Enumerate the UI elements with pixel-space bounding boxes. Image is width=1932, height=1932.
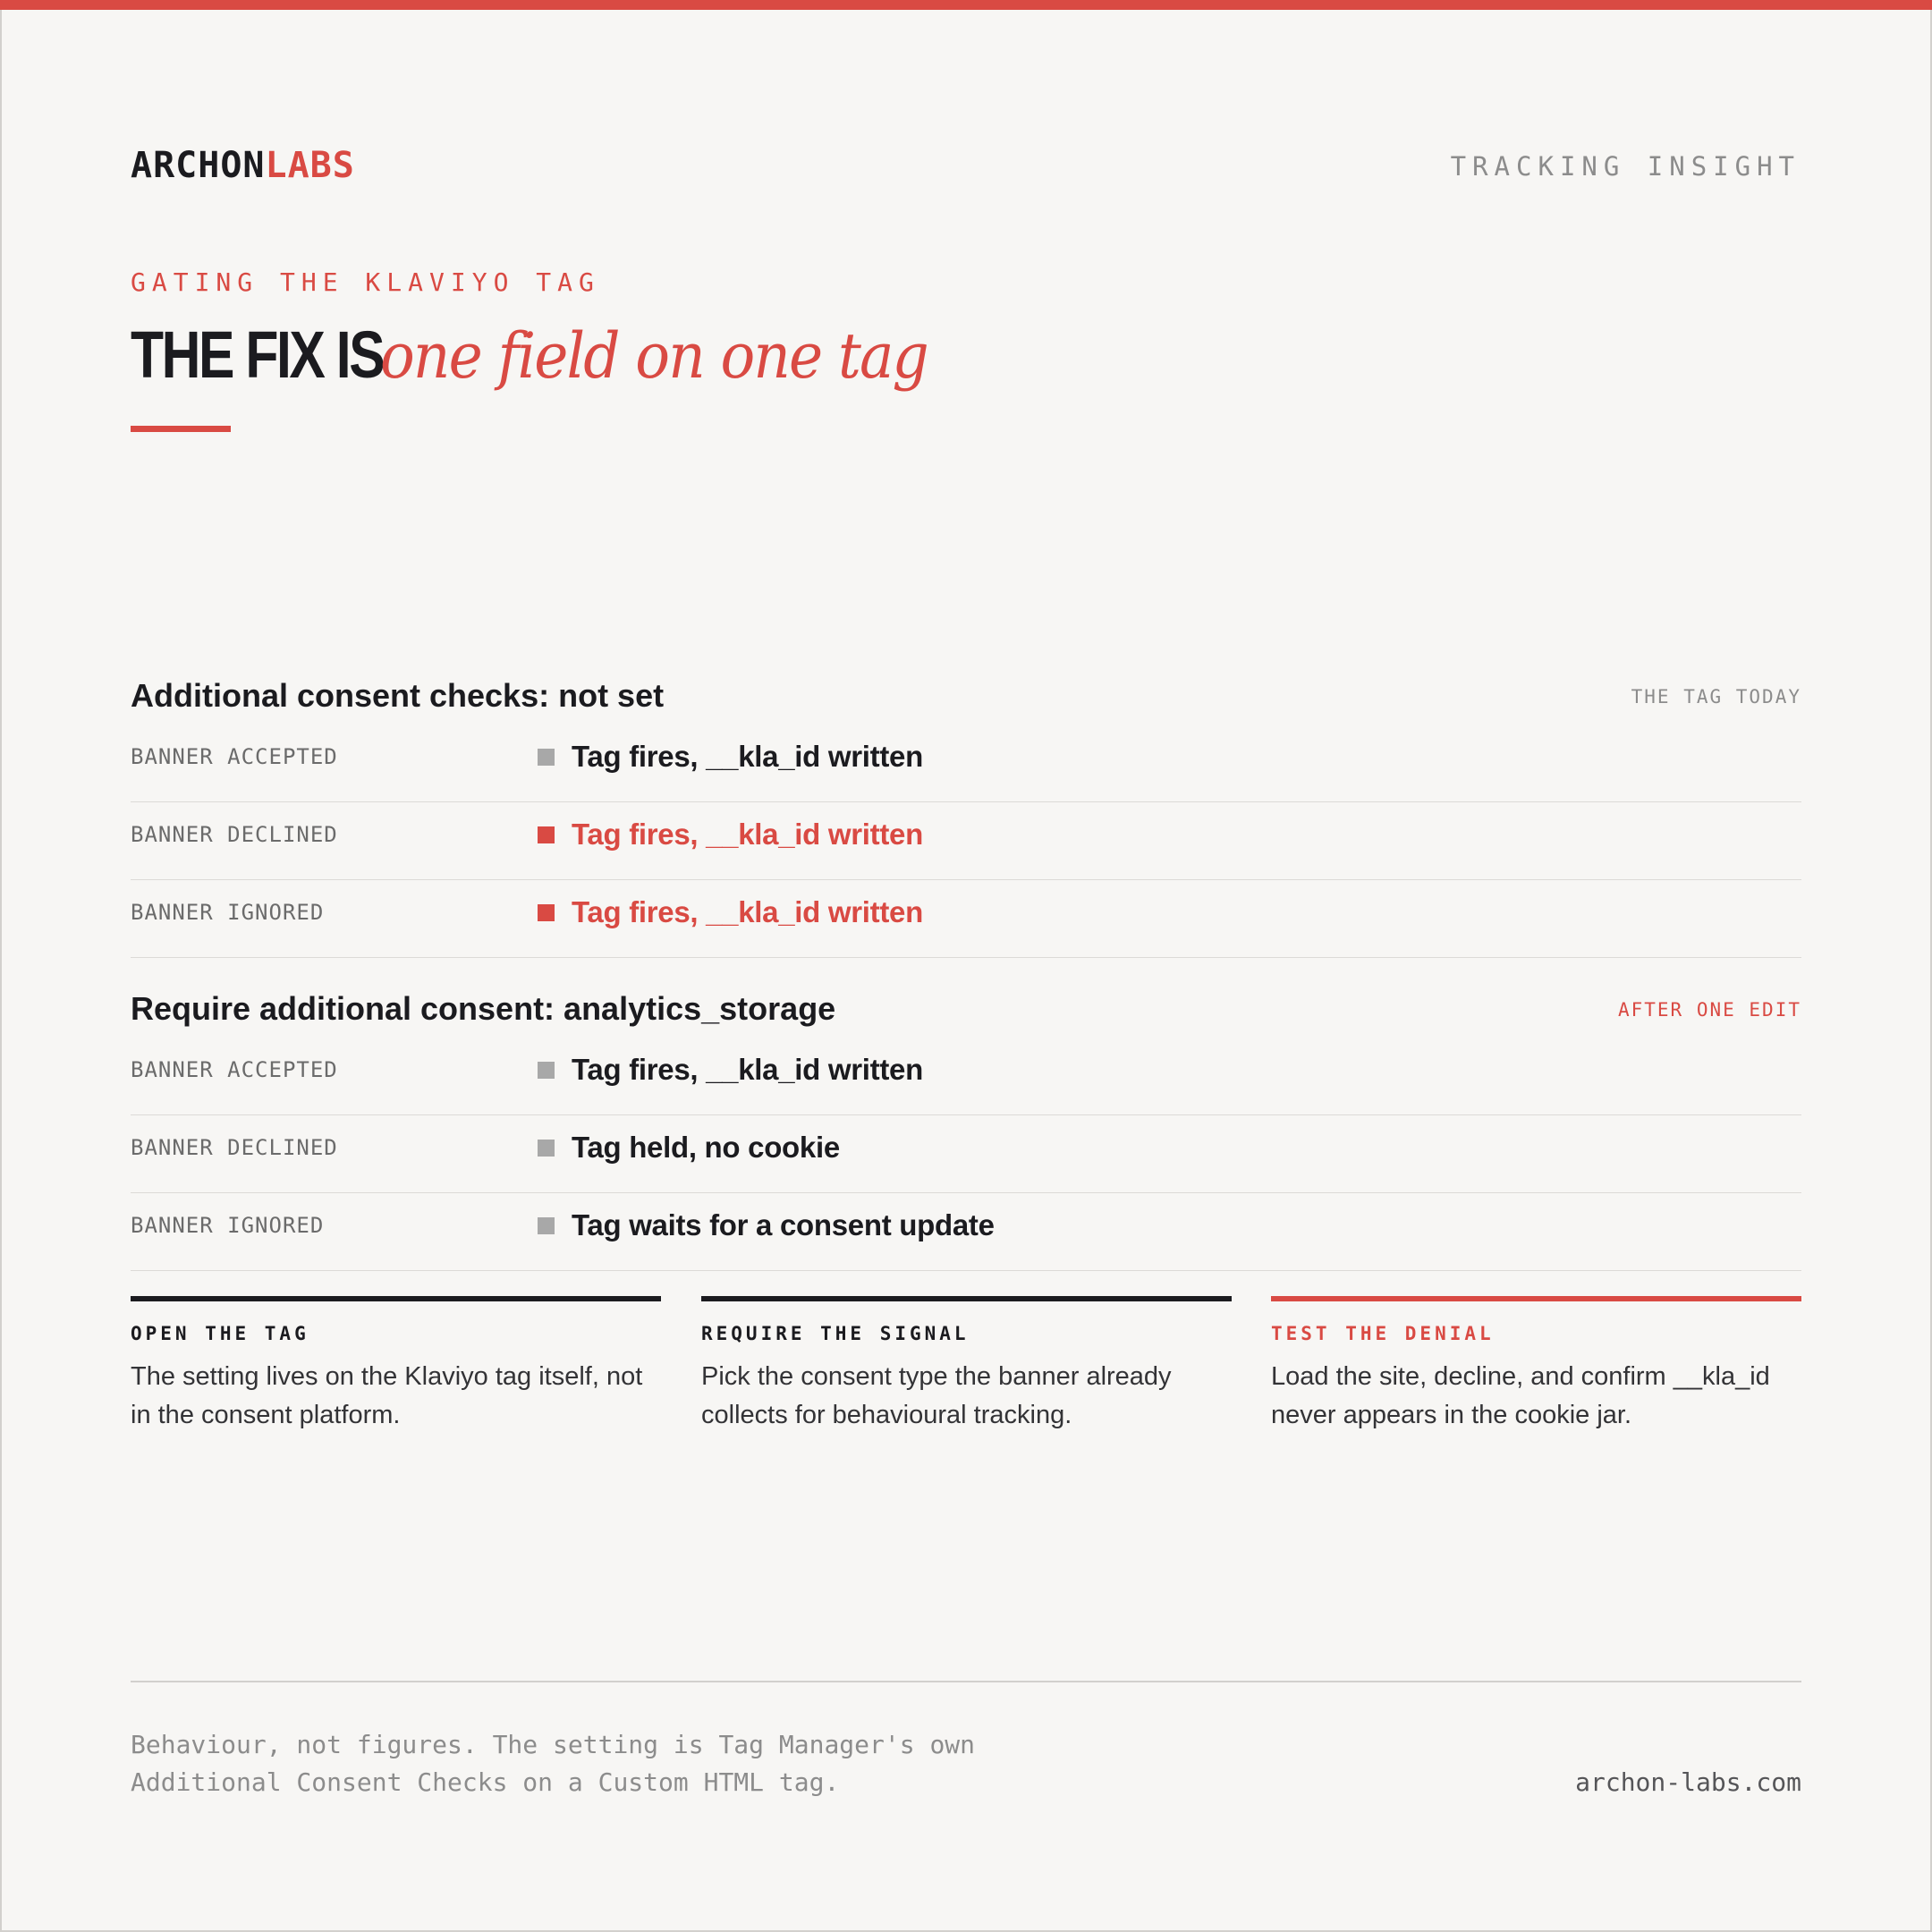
status-square-icon	[538, 904, 555, 921]
eyebrow: GATING THE KLAVIYO TAG	[131, 267, 600, 297]
table-row	[131, 724, 1801, 802]
footer-url: archon-labs.com	[1575, 1767, 1801, 1797]
row-label: BANNER IGNORED	[131, 1213, 325, 1238]
section-after	[131, 984, 1801, 1271]
row-label: BANNER DECLINED	[131, 1135, 338, 1160]
row-label: BANNER ACCEPTED	[131, 744, 338, 769]
section-tag: AFTER ONE EDIT	[1617, 999, 1801, 1021]
section-tag: THE TAG TODAY	[1631, 686, 1801, 708]
headline	[131, 315, 975, 414]
step-title: TEST THE DENIAL	[1271, 1323, 1495, 1344]
brand-logo	[131, 143, 355, 188]
step-card	[131, 1296, 661, 1435]
row-value: Tag held, no cookie	[572, 1131, 840, 1164]
section-title: Require additional consent: analytics_storage	[131, 990, 836, 1027]
table-row	[131, 802, 1801, 880]
row-value: Tag fires, __kla_id written	[572, 818, 923, 851]
status-square-icon	[538, 1217, 555, 1234]
table-row	[131, 880, 1801, 958]
headline-lead: THE FIX IS	[131, 318, 384, 392]
status-square-icon	[538, 749, 555, 766]
step-bar	[701, 1296, 1232, 1301]
table-row	[131, 1193, 1801, 1271]
step-card	[701, 1296, 1232, 1435]
row-label: BANNER DECLINED	[131, 822, 338, 847]
step-bar	[1271, 1296, 1801, 1301]
brand-name-part2: LABS	[265, 145, 355, 186]
headline-underline	[131, 426, 231, 432]
top-accent-bar	[0, 0, 1932, 10]
step-title: OPEN THE TAG	[131, 1323, 309, 1344]
table-row	[131, 1038, 1801, 1115]
section-header	[131, 671, 1801, 724]
row-value: Tag fires, __kla_id written	[572, 1053, 923, 1086]
step-title: REQUIRE THE SIGNAL	[701, 1323, 970, 1344]
row-label: BANNER ACCEPTED	[131, 1057, 338, 1082]
section-before	[131, 671, 1801, 958]
headline-emphasis: one field on one tag	[379, 319, 928, 393]
steps-row	[131, 1296, 1801, 1457]
table-row	[131, 1115, 1801, 1193]
section-title: Additional consent checks: not set	[131, 677, 665, 714]
brand-name-part1: ARCHON	[131, 145, 266, 186]
status-square-icon	[538, 1062, 555, 1079]
step-text: Pick the consent type the banner already collects for behavioural tracking.	[701, 1362, 1172, 1429]
step-card	[1271, 1296, 1801, 1435]
section-header	[131, 984, 1801, 1038]
step-text: The setting lives on the Klaviyo tag itself, not in the consent platform.	[131, 1362, 643, 1429]
footer-note: Behaviour, not figures. The setting is Tag Manager's own Additional Consent Checks on a Custom HTML tag.	[131, 1730, 976, 1797]
kicker-label: TRACKING INSIGHT	[1450, 151, 1801, 182]
step-bar	[131, 1296, 661, 1301]
status-square-icon	[538, 1140, 555, 1157]
row-label: BANNER IGNORED	[131, 900, 325, 925]
row-value: Tag waits for a consent update	[572, 1208, 995, 1241]
step-text: Load the site, decline, and confirm __kla_id never appears in the cookie jar.	[1271, 1362, 1770, 1429]
row-value: Tag fires, __kla_id written	[572, 895, 923, 928]
footer-divider	[131, 1681, 1801, 1682]
row-value: Tag fires, __kla_id written	[572, 740, 923, 773]
status-square-icon	[538, 826, 555, 843]
